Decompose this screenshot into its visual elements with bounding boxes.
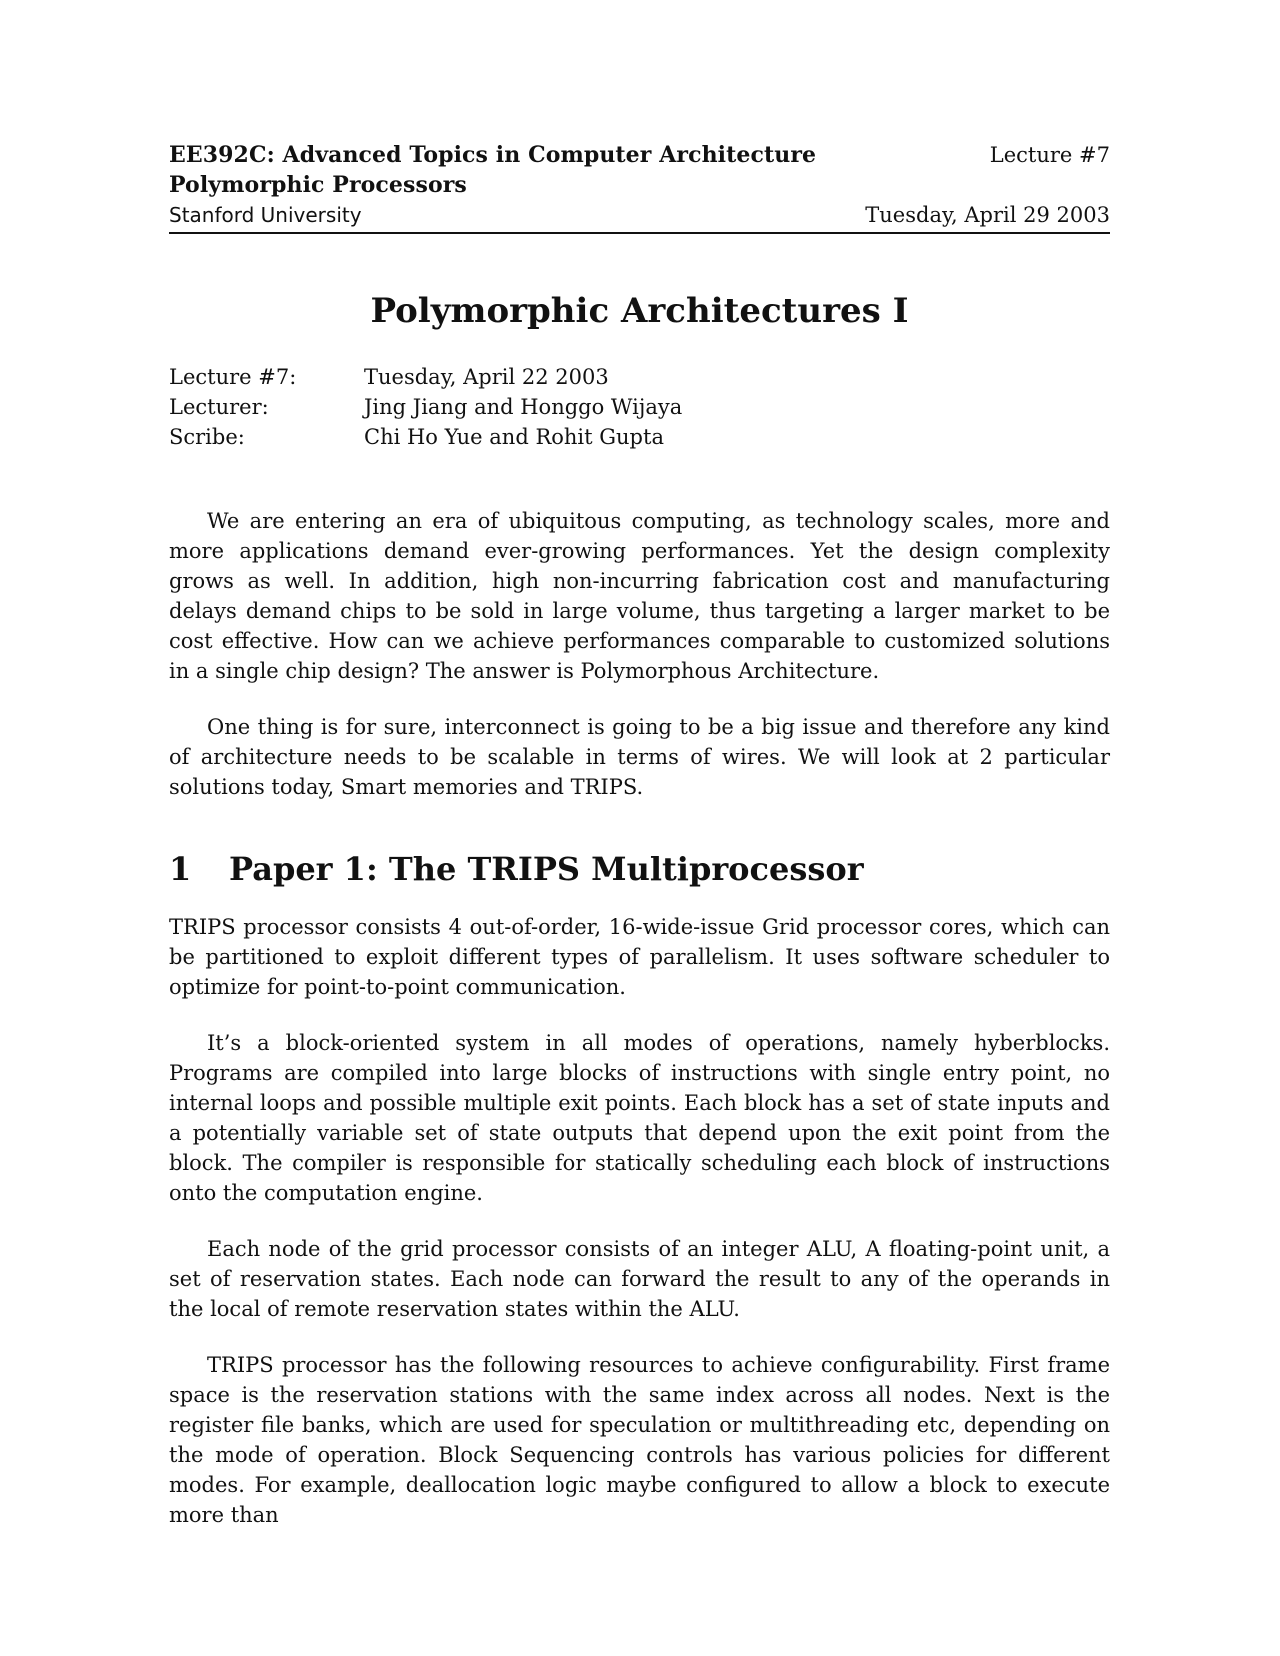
lecture-meta: [169, 362, 1110, 452]
meta-label: Lecture #7:: [169, 365, 297, 389]
meta-value: Jing Jiang and Honggo Wijaya: [364, 395, 683, 419]
section-paragraph-2: It’s a block-oriented system in all modes of operations, namely hyberblocks. Programs are compiled into large blocks of instructions with single entry point, no internal loops and possible multiple exit points. Each block has a set of state inputs and a potentially variable set of state outputs that depend upon the exit point from the block. The compiler is responsible for statically scheduling each block of instructions onto the computation engine.: [169, 1031, 1110, 1205]
course-subtitle: Polymorphic Processors: [169, 172, 467, 198]
meta-row-scribe: [169, 422, 1110, 452]
header-date: Tuesday, April 29 2003: [865, 203, 1110, 227]
section-heading: [169, 846, 1110, 892]
document-page: [169, 140, 1110, 1530]
intro-paragraph-2: One thing is for sure, interconnect is going to be a big issue and therefore any kind of architecture needs to be scalable in terms of wires. We will look at 2 particular solutions today, Smart memories and TRIPS.: [169, 715, 1110, 799]
section-paragraph-1: TRIPS processor consists 4 out-of-order, 16-wide-issue Grid processor cores, which can be partitioned to exploit different types of parallelism. It uses software scheduler to optimize for point-to-point communication.: [169, 915, 1110, 999]
meta-value: Tuesday, April 22 2003: [364, 365, 609, 389]
lecture-number: Lecture #7: [989, 143, 1110, 167]
meta-label: Lecturer:: [169, 395, 269, 419]
lecture-title: Polymorphic Architectures I: [370, 291, 909, 331]
section-paragraph-3: Each node of the grid processor consists of an integer ALU, A floating-point unit, a set of reservation states. Each node can forward the result to any of the operands in the local of remote reservation states within the ALU.: [169, 1237, 1110, 1321]
university-name: Stanford University: [169, 203, 362, 227]
section-number: 1: [169, 850, 192, 888]
course-title: EE392C: Advanced Topics in Computer Architecture: [169, 142, 817, 168]
meta-row-lecture: [169, 362, 1110, 392]
header-row-1: [169, 140, 1110, 170]
intro-paragraph-1: We are entering an era of ubiquitous computing, as technology scales, more and more applications demand ever-growing performances. Yet the design complexity grows as well. In addition, high non-incurring fabrication cost and manufacturing delays demand chips to be sold in large volume, thus targeting a larger market to be cost effective. How can we achieve performances comparable to customized solutions in a single chip design? The answer is Polymorphous Architecture.: [169, 509, 1110, 683]
header-rule: [169, 232, 1110, 234]
header-row-3: [169, 200, 1110, 230]
meta-row-lecturer: [169, 392, 1110, 422]
meta-value: Chi Ho Yue and Rohit Gupta: [364, 425, 664, 449]
section-title: Paper 1: The TRIPS Multiprocessor: [229, 850, 864, 888]
meta-label: Scribe:: [169, 425, 245, 449]
header-row-2: [169, 170, 1110, 200]
section-paragraph-4: TRIPS processor has the following resources to achieve configurability. First frame space is the reservation stations with the same index across all nodes. Next is the register file banks, which are used for speculation or multithreading etc, depending on the mode of operation. Block Sequencing controls has various policies for different modes. For example, deallocation logic maybe configured to allow a block to execute more than: [169, 1353, 1110, 1527]
